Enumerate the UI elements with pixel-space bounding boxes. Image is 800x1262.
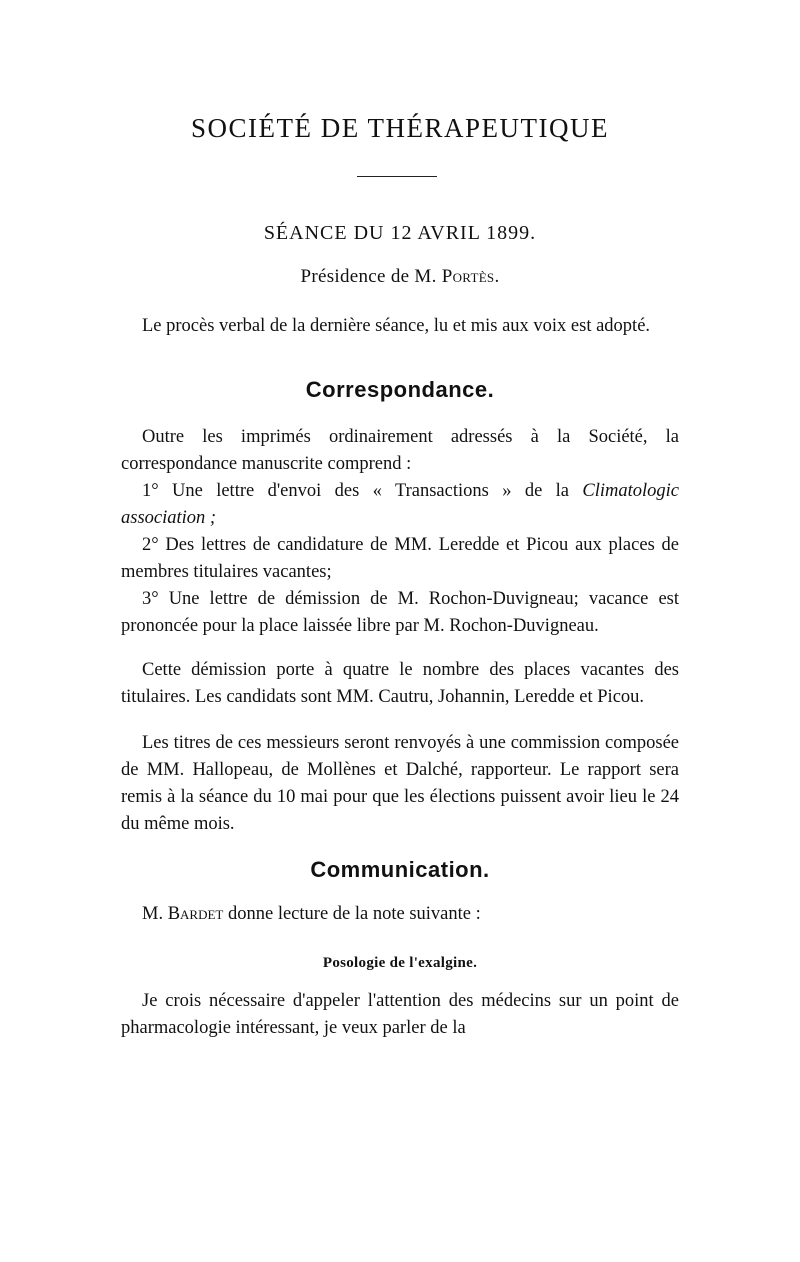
speaker-line xyxy=(121,901,679,928)
note-opening-paragraph: Je crois nécessaire d'appeler l'attention des médecins sur un point de pharmacologie intéressant, je veux parler de la xyxy=(121,991,679,1038)
president-name: Portès. xyxy=(441,266,500,287)
titres-paragraph: Les titres de ces messieurs seront renvoyés à une commission composée de MM. Hallopeau, de Mollènes et Dalché, rapporteur. Le rapport sera remis à la séance du 10 mai pour que les élections puissent avoir lieu le 24 du même mois. xyxy=(121,733,679,834)
correspondance-item-3: 3° Une lettre de démission de M. Rochon-Duvigneau; vacance est prononcée pour la place laissée libre par M. Rochon-Duvigneau. xyxy=(121,589,679,636)
speaker-prefix: M. xyxy=(142,904,168,924)
opening-paragraph: Le procès verbal de la dernière séance, lu et mis aux voix est adopté. xyxy=(142,316,651,336)
correspondance-intro: Outre les imprimés ordinairement adressés à la Société, la correspondance manuscrite comprend : xyxy=(121,427,679,474)
communication-heading: Communication. xyxy=(310,857,490,882)
correspondance-heading: Correspondance. xyxy=(305,377,495,402)
speaker-name: Bardet xyxy=(167,904,224,924)
session-heading: SÉANCE DU 12 AVRIL 1899. xyxy=(263,222,537,244)
title-divider xyxy=(357,176,437,177)
correspondance-item-1 xyxy=(121,478,679,532)
note-title: Posologie de l'exalgine. xyxy=(322,955,478,971)
demission-paragraph: Cette démission porte à quatre le nombre des places vacantes des titulaires. Les candidats sont MM. Cautru, Johannin, Leredde et Picou. xyxy=(121,660,679,707)
presidency-prefix: Présidence de M. xyxy=(300,266,442,287)
item-1-italic: Climatologic association ; xyxy=(121,481,679,528)
correspondance-item-2: 2° Des lettres de candidature de MM. Leredde et Picou aux places de membres titulaires vacantes; xyxy=(121,535,679,582)
speaker-suffix: donne lecture de la note suivante : xyxy=(223,904,481,924)
society-title: SOCIÉTÉ DE THÉRAPEUTIQUE xyxy=(191,113,609,143)
presidency-line xyxy=(0,266,800,288)
item-1-text: 1° Une lettre d'envoi des « Transactions » de la xyxy=(142,481,583,501)
